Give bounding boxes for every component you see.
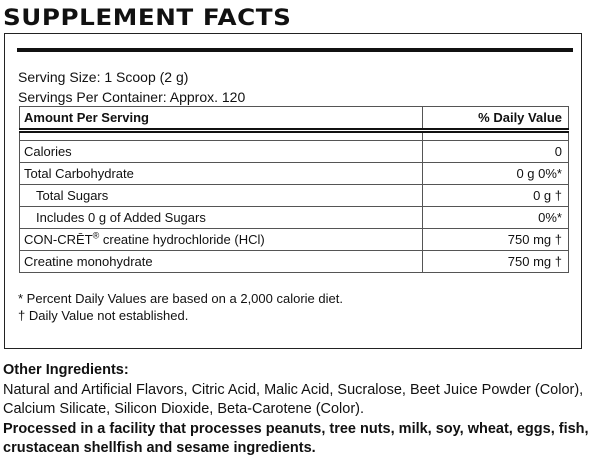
row-value: 750 mg † bbox=[423, 229, 569, 251]
other-ingredients-text: Natural and Artificial Flavors, Citric Acid, Malic Acid, Sucralose, Beet Juice Powder (Color), Calcium Silicate, Silicon Dioxide, Beta-Carotene (Color). bbox=[3, 381, 584, 417]
ingredient-brand: CON-CRĒT bbox=[24, 232, 93, 247]
row-value: 0 bbox=[423, 141, 569, 163]
servings-per-container: Servings Per Container: Approx. 120 bbox=[18, 89, 246, 105]
nutrition-table bbox=[19, 106, 569, 273]
table-row bbox=[20, 229, 569, 251]
serving-size: Serving Size: 1 Scoop (2 g) bbox=[18, 69, 189, 85]
ingredient-name: creatine hydrochloride (HCl) bbox=[99, 232, 265, 247]
table-row bbox=[20, 163, 569, 185]
row-value: 750 mg † bbox=[423, 251, 569, 273]
heavy-divider bbox=[17, 48, 573, 52]
table-row bbox=[20, 141, 569, 163]
allergen-statement: Processed in a facility that processes peanuts, tree nuts, milk, soy, wheat, eggs, fish, crustacean shellfish and sesame ingredients. bbox=[3, 420, 589, 456]
other-ingredients bbox=[3, 361, 591, 459]
table-header-row bbox=[20, 107, 569, 131]
row-label: Total Sugars bbox=[20, 185, 423, 207]
row-label: Total Carbohydrate bbox=[20, 163, 423, 185]
row-label bbox=[20, 229, 423, 251]
footnote-daily-values: * Percent Daily Values are based on a 2,000 calorie diet. bbox=[18, 291, 343, 306]
table-row bbox=[20, 251, 569, 273]
table-row bbox=[20, 207, 569, 229]
row-value: 0 g 0%* bbox=[423, 163, 569, 185]
other-ingredients-label: Other Ingredients: bbox=[3, 362, 129, 378]
header-amount-per-serving: Amount Per Serving bbox=[20, 107, 423, 131]
header-daily-value: % Daily Value bbox=[423, 107, 569, 131]
page-title: SUPPLEMENT FACTS bbox=[3, 6, 292, 31]
footnote-not-established: † Daily Value not established. bbox=[18, 308, 189, 323]
row-value: 0 g † bbox=[423, 185, 569, 207]
table-spacer-row bbox=[20, 131, 569, 141]
row-label: Includes 0 g of Added Sugars bbox=[20, 207, 423, 229]
row-label: Creatine monohydrate bbox=[20, 251, 423, 273]
row-label: Calories bbox=[20, 141, 423, 163]
table-row bbox=[20, 185, 569, 207]
supplement-facts-panel bbox=[4, 33, 582, 349]
registered-mark: ® bbox=[92, 230, 100, 241]
row-value: 0%* bbox=[423, 207, 569, 229]
